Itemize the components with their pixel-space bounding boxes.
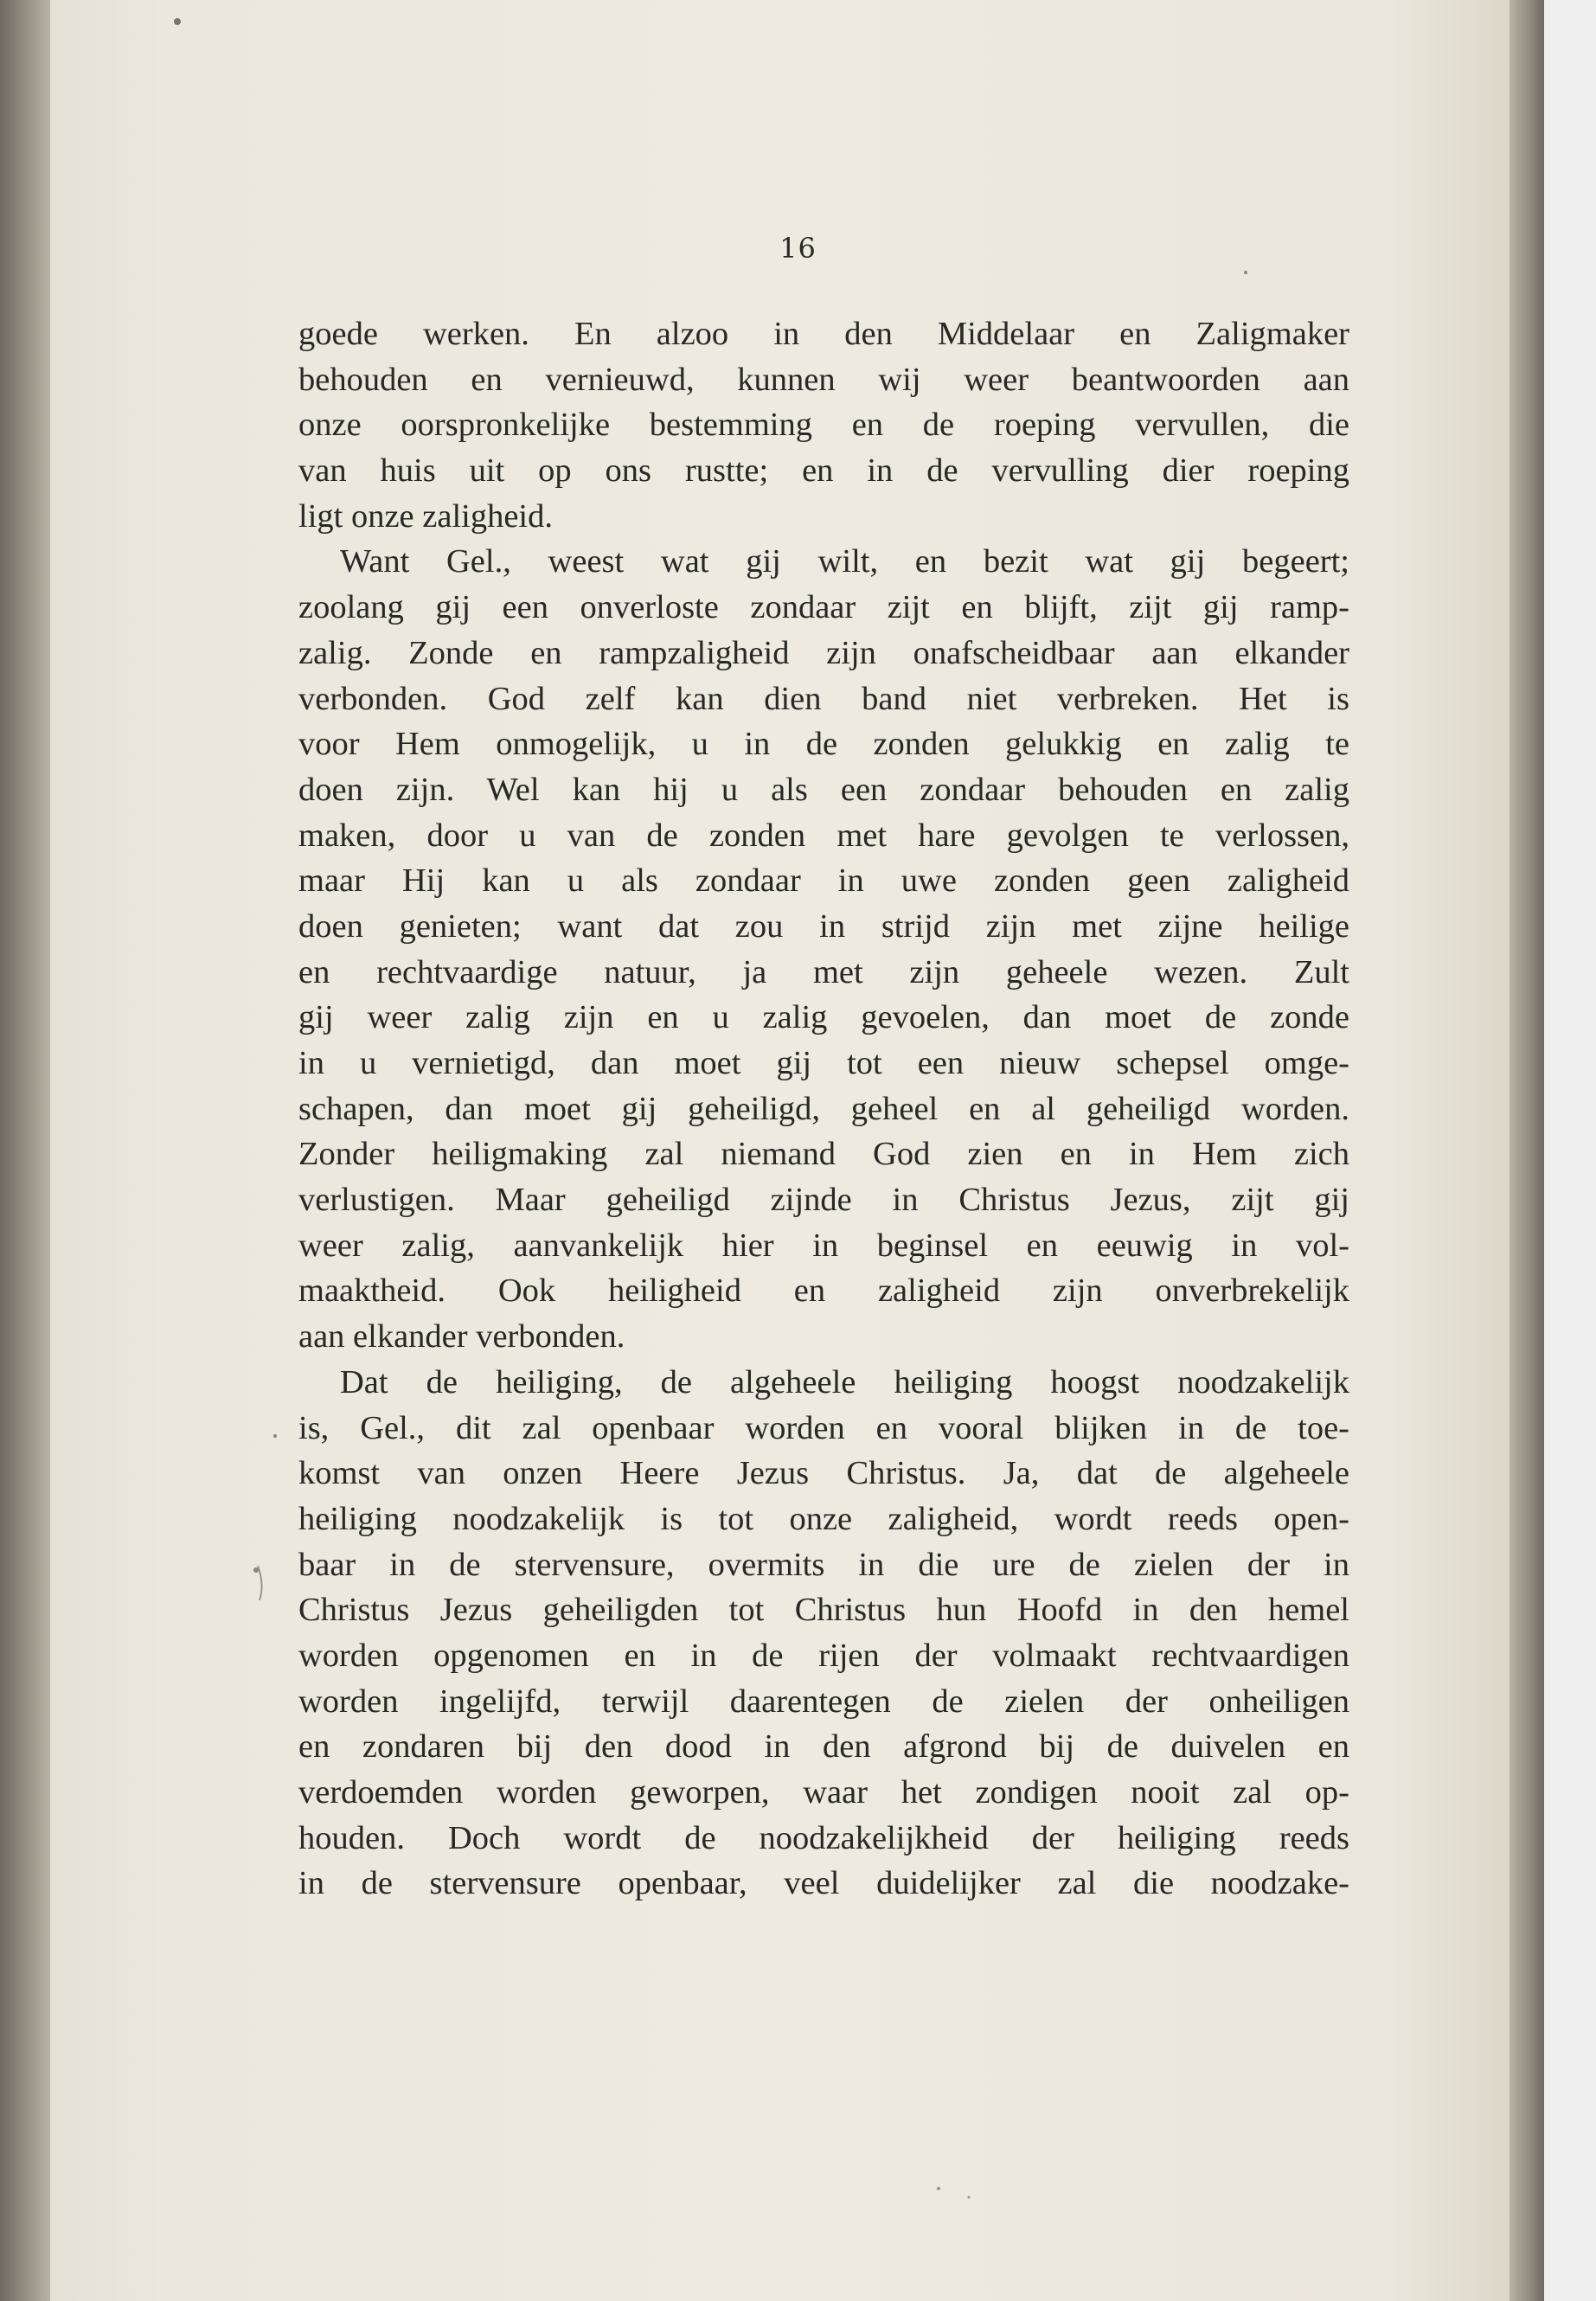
text-line: verlustigen. Maar geheiligd zijnde in Christus Jezus, zijt gij [298, 1182, 1349, 1219]
text-line: houden. Doch wordt de noodzakelijkheid der heiliging reeds [298, 1819, 1349, 1856]
page-binding-edge [0, 0, 50, 2301]
text-line: is, Gel., dit zal openbaar worden en vooral blijken in de toe- [298, 1409, 1349, 1446]
text-line: weer zalig, aanvankelijk hier in beginsel en eeuwig in vol- [298, 1227, 1349, 1264]
text-line: doen genieten; want dat zou in strijd zijn met zijne heilige [298, 907, 1349, 945]
text-line: Christus Jezus geheiligden tot Christus hun Hoofd in den hemel [298, 1592, 1349, 1629]
text-line: Zonder heiligmaking zal niemand God zien en in Hem zich [298, 1136, 1349, 1173]
text-line: komst van onzen Heere Jezus Christus. Ja, dat de algeheele [298, 1455, 1349, 1492]
text-line: verdoemden worden geworpen, waar het zondigen nooit zal op- [298, 1774, 1349, 1811]
page-fore-edge [1509, 0, 1544, 2301]
body-text [298, 311, 1349, 1907]
text-line: ligt onze zaligheid. [298, 497, 553, 535]
text-line: zalig. Zonde en rampzaligheid zijn onafscheidbaar aan elkander [298, 634, 1349, 671]
text-line: zoolang gij een onverloste zondaar zijt en blijft, zijt gij ramp- [298, 589, 1349, 626]
text-line: baar in de stervensure, overmits in die ure de zielen der in [298, 1546, 1349, 1583]
text-line: Want Gel., weest wat gij wilt, en bezit wat gij begeert; [340, 543, 1349, 580]
text-line: verbonden. God zelf kan dien band niet verbreken. Het is [298, 680, 1349, 717]
text-line: en rechtvaardige natuur, ja met zijn geheele wezen. Zult [298, 953, 1349, 990]
text-line: van huis uit op ons rustte; en in de vervulling dier roeping [298, 452, 1349, 490]
text-line: behouden en vernieuwd, kunnen wij weer beantwoorden aan [298, 361, 1349, 398]
text-line: in u vernietigd, dan moet gij tot een nieuw schepsel omge- [298, 1045, 1349, 1081]
text-line: Dat de heiliging, de algeheele heiliging hoogst noodzakelijk [340, 1363, 1349, 1400]
page-number: 16 [779, 232, 817, 265]
text-line: aan elkander verbonden. [298, 1318, 625, 1356]
text-line: schapen, dan moet gij geheiligd, geheel en al geheiligd worden. [298, 1090, 1349, 1127]
text-line: maken, door u van de zonden met hare gevolgen te verlossen, [298, 817, 1349, 854]
text-line: doen zijn. Wel kan hij u als een zondaar behouden en zalig [298, 771, 1349, 808]
text-line: heiliging noodzakelijk is tot onze zaligheid, wordt reeds open- [298, 1500, 1349, 1537]
text-line: worden opgenomen en in de rijen der volmaakt rechtvaardigen [298, 1637, 1349, 1674]
text-line: maar Hij kan u als zondaar in uwe zonden geen zaligheid [298, 862, 1349, 900]
text-line: en zondaren bij den dood in den afgrond bij de duivelen en [298, 1728, 1349, 1766]
text-line: in de stervensure openbaar, veel duidelijker zal die noodzake- [298, 1865, 1349, 1902]
scan-margin [1544, 0, 1596, 2301]
text-line: goede werken. En alzoo in den Middelaar en Zaligmaker [298, 316, 1349, 352]
text-line: voor Hem onmogelijk, u in de zonden gelukkig en zalig te [298, 726, 1349, 763]
text-line: maaktheid. Ook heiligheid en zaligheid zijn onverbrekelijk [298, 1272, 1349, 1310]
text-line: onze oorspronkelijke bestemming en de roeping vervullen, die [298, 407, 1349, 444]
text-line: worden ingelijfd, terwijl daarentegen de zielen der onheiligen [298, 1682, 1349, 1720]
text-line: gij weer zalig zijn en u zalig gevoelen, dan moet de zonde [298, 999, 1349, 1036]
